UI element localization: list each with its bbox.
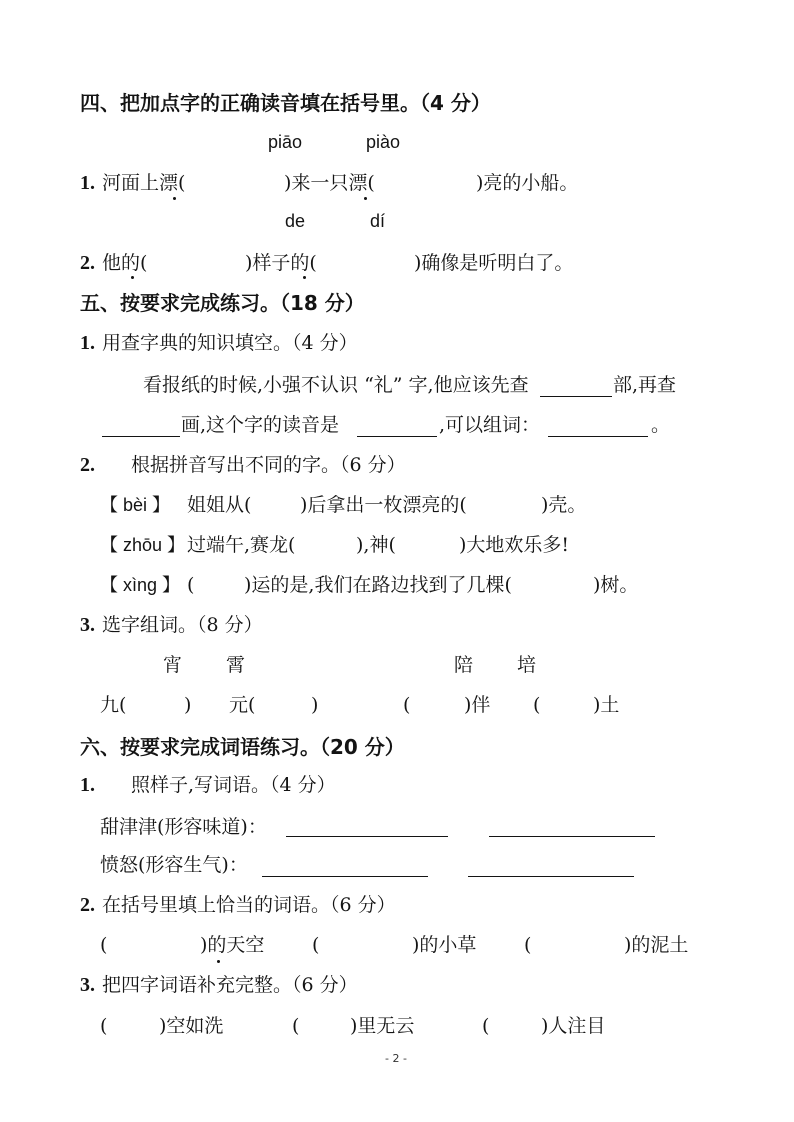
example-word-angry: 愤怒(形容生气)：: [100, 854, 248, 876]
q1-text-a: 河面上漂(: [102, 172, 186, 194]
question-number: 3.: [80, 614, 95, 636]
q1-line1-text: 看报纸的时候,小强不认识 “礼” 字,他应该先查: [143, 374, 529, 396]
emphasis-dot: [303, 276, 306, 279]
q2-text-a: 他的(: [102, 252, 148, 274]
word-blank-2-a: 元(: [229, 694, 256, 716]
pinyin-piao1: piāo: [268, 132, 303, 152]
question-title: 照样子,写词语。（4 分）: [131, 774, 336, 796]
answer-blank[interactable]: [262, 876, 428, 877]
question-number: 2.: [80, 252, 95, 274]
idiom-a-text: )空如洗: [159, 1015, 224, 1037]
question-number: 1.: [80, 172, 95, 194]
question-number: 1.: [80, 774, 95, 796]
idiom-c-text: )人注目: [541, 1015, 606, 1037]
question-number: 1.: [80, 332, 95, 354]
fill-b-text: )的小草: [412, 934, 477, 956]
fill-a-text: )的天空: [200, 934, 265, 956]
section-4-title: 四、把加点字的正确读音填在括号里。（4 分）: [80, 91, 491, 115]
idiom-a-open: (: [100, 1015, 108, 1037]
question-number: 2.: [80, 454, 95, 476]
word-blank-4-b: )土: [593, 694, 620, 716]
answer-blank[interactable]: [489, 836, 655, 837]
q2-text-b: )样子的(: [245, 252, 317, 274]
answer-blank-pinyin[interactable]: [357, 436, 437, 437]
idiom-b-text: )里无云: [350, 1015, 415, 1037]
choice-char: 霄: [226, 654, 246, 676]
pinyin-di: dí: [370, 211, 386, 231]
answer-blank[interactable]: [286, 836, 448, 837]
word-blank-1-a: 九(: [100, 694, 127, 716]
question-number: 3.: [80, 974, 95, 996]
bei-text-c: )壳。: [541, 494, 587, 516]
emphasis-dot: [173, 197, 176, 200]
word-blank-3-a: (: [403, 694, 411, 716]
emphasis-dot: [217, 960, 220, 963]
word-blank-4-a: (: [533, 694, 541, 716]
answer-blank-strokes[interactable]: [102, 436, 180, 437]
bei-text-a: 姐姐从(: [187, 494, 252, 516]
q1-text-c: )亮的小船。: [476, 172, 579, 194]
answer-blank-radical[interactable]: [540, 396, 612, 397]
fill-b-open: (: [312, 934, 320, 956]
page-number: - 2 -: [385, 1052, 407, 1065]
choice-char: 培: [517, 654, 537, 676]
fill-c-open: (: [524, 934, 532, 956]
q1-line2-end: 。: [651, 414, 671, 436]
question-title: 把四字词语补充完整。（6 分）: [102, 974, 358, 996]
word-blank-1-b: ): [184, 694, 192, 716]
section-6-title: 六、按要求完成词语练习。（20 分）: [80, 735, 405, 759]
answer-blank-word[interactable]: [548, 436, 648, 437]
word-blank-3-b: )伴: [464, 694, 491, 716]
q1-text-b: )来一只漂(: [284, 172, 375, 194]
xing-text-b: )运的是,我们在路边找到了几棵(: [244, 574, 512, 596]
pinyin-xing: 【 xìng 】: [100, 575, 181, 595]
question-title: 选字组词。（8 分）: [102, 614, 263, 636]
q1-line2-text: 画,这个字的读音是: [181, 414, 340, 436]
answer-blank[interactable]: [468, 876, 634, 877]
zhou-text-a: 过端午,赛龙(: [187, 534, 296, 556]
fill-a-open: (: [100, 934, 108, 956]
choice-char: 宵: [163, 654, 183, 676]
q1-line1-tail: 部,再查: [613, 374, 677, 396]
pinyin-zhou: 【 zhōu 】: [100, 535, 186, 555]
word-blank-2-b: ): [311, 694, 319, 716]
emphasis-dot: [131, 276, 134, 279]
choice-char: 陪: [454, 654, 474, 676]
question-title: 用查字典的知识填空。（4 分）: [102, 332, 358, 354]
q2-text-c: )确像是听明白了。: [414, 252, 574, 274]
xing-text-c: )树。: [593, 574, 639, 596]
example-word-sweet: 甜津津(形容味道)：: [100, 816, 267, 838]
zhou-text-c: )大地欢乐多!: [459, 534, 570, 556]
pinyin-bei: 【 bèi 】: [100, 495, 171, 515]
zhou-text-b: ),神(: [356, 534, 396, 556]
question-number: 2.: [80, 894, 95, 916]
fill-c-text: )的泥土: [624, 934, 689, 956]
emphasis-dot: [364, 197, 367, 200]
question-title: 在括号里填上恰当的词语。（6 分）: [102, 894, 396, 916]
bei-text-b: )后拿出一枚漂亮的(: [300, 494, 467, 516]
question-title: 根据拼音写出不同的字。（6 分）: [131, 454, 406, 476]
idiom-b-open: (: [292, 1015, 300, 1037]
idiom-c-open: (: [482, 1015, 490, 1037]
pinyin-de: de: [285, 211, 306, 231]
pinyin-piao4: piào: [366, 132, 401, 152]
section-5-title: 五、按要求完成练习。（18 分）: [80, 291, 365, 315]
xing-text-a: (: [187, 574, 195, 596]
q1-line2-text-b: ,可以组词：: [439, 414, 541, 436]
